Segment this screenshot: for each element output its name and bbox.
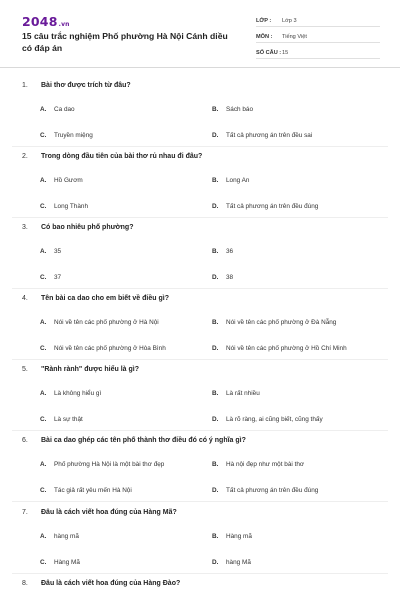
question-text: Bài thơ được trích từ đâu? bbox=[41, 82, 131, 89]
option-letter: B. bbox=[212, 319, 219, 326]
option-letter: C. bbox=[40, 203, 47, 210]
option-letter: A. bbox=[40, 461, 47, 468]
option-text: Hà nội đẹp như một bài thơ bbox=[226, 461, 305, 468]
option-letter: B. bbox=[212, 533, 219, 540]
option-letter: D. bbox=[212, 132, 219, 139]
option-letter: A. bbox=[40, 177, 47, 184]
option-text: Truyền miệng bbox=[54, 132, 93, 139]
option-text: Nói về tên các phố phường ở Hồ Chí Minh bbox=[226, 345, 347, 352]
meta-grade bbox=[256, 14, 380, 27]
meta-value: 15 bbox=[282, 50, 289, 56]
question-divider bbox=[12, 146, 388, 147]
question-number: 3. bbox=[22, 224, 28, 231]
option-text: Tất cả phương án trên đều sai bbox=[226, 132, 313, 139]
option-text: Tất cả phương án trên đều đúng bbox=[226, 487, 319, 494]
option-letter: B. bbox=[212, 248, 219, 255]
option-text: Nói về tên các phố phường ở Hà Nội bbox=[54, 319, 159, 326]
option-text: Hồ Gươm bbox=[54, 177, 83, 184]
meta-label: SỐ CÂU : bbox=[256, 50, 282, 56]
logo-text: 2048 bbox=[22, 14, 58, 29]
question-text: Bài ca dao ghép các tên phố thành thơ điều đó có ý nghĩa gì? bbox=[41, 437, 246, 444]
option-text: 36 bbox=[226, 248, 234, 255]
question-text: Trong dòng đầu tiên của bài thơ rủ nhau đi đâu? bbox=[41, 153, 203, 160]
option-text: Hàng Mã bbox=[54, 559, 80, 566]
option-text: Là rất nhiều bbox=[226, 390, 260, 397]
question-text: Đâu là cách viết hoa đúng của Hàng Đào? bbox=[41, 580, 181, 587]
meta-value: Lớp 3 bbox=[282, 18, 297, 24]
option-text: hàng mã bbox=[54, 533, 79, 540]
option-text: Là không hiểu gì bbox=[54, 390, 102, 397]
option-letter: A. bbox=[40, 533, 47, 540]
option-letter: D. bbox=[212, 487, 219, 494]
option-text: Phố phường Hà Nội là một bài thơ đẹp bbox=[54, 461, 165, 468]
meta-label: LỚP : bbox=[256, 18, 272, 24]
option-text: Nói về tên các phố phường ở Đà Nẵng bbox=[226, 319, 337, 326]
question-number: 4. bbox=[22, 295, 28, 302]
option-text: 35 bbox=[54, 248, 62, 255]
worksheet-header bbox=[0, 0, 400, 68]
site-logo[interactable] bbox=[22, 14, 70, 29]
option-text: Long Thành bbox=[54, 203, 88, 210]
option-letter: C. bbox=[40, 132, 47, 139]
question-number: 5. bbox=[22, 366, 28, 373]
option-letter: D. bbox=[212, 203, 219, 210]
question-text: Có bao nhiêu phố phường? bbox=[41, 224, 134, 231]
option-text: Sách báo bbox=[226, 106, 254, 113]
option-letter: C. bbox=[40, 559, 47, 566]
option-letter: A. bbox=[40, 390, 47, 397]
option-letter: C. bbox=[40, 487, 47, 494]
question-number: 8. bbox=[22, 580, 28, 587]
option-text: Là sự thật bbox=[54, 416, 83, 423]
meta-subject bbox=[256, 30, 380, 43]
option-letter: B. bbox=[212, 106, 219, 113]
question-divider bbox=[12, 501, 388, 502]
option-text: Ca dao bbox=[54, 106, 75, 113]
question-text: Đâu là cách viết hoa đúng của Hàng Mã? bbox=[41, 509, 177, 516]
option-letter: D. bbox=[212, 345, 219, 352]
question-text: Tên bài ca dao cho em biết về điều gì? bbox=[41, 295, 169, 302]
question-number: 7. bbox=[22, 509, 28, 516]
option-text: Tác giả rất yêu mến Hà Nội bbox=[54, 487, 132, 494]
question-number: 2. bbox=[22, 153, 28, 160]
question-divider bbox=[12, 288, 388, 289]
option-letter: A. bbox=[40, 106, 47, 113]
option-letter: A. bbox=[40, 319, 47, 326]
option-letter: C. bbox=[40, 345, 47, 352]
option-letter: B. bbox=[212, 461, 219, 468]
option-text: hàng Mã bbox=[226, 559, 251, 566]
option-letter: D. bbox=[212, 416, 219, 423]
option-text: Tất cả phương án trên đều đúng bbox=[226, 203, 319, 210]
option-letter: B. bbox=[212, 177, 219, 184]
option-text: Hàng mã bbox=[226, 533, 252, 540]
option-text: Là rõ ràng, ai cũng biết, cũng thấy bbox=[226, 416, 323, 423]
option-letter: A. bbox=[40, 248, 47, 255]
question-number: 6. bbox=[22, 437, 28, 444]
question-divider bbox=[12, 573, 388, 574]
question-divider bbox=[12, 359, 388, 360]
option-letter: B. bbox=[212, 390, 219, 397]
option-letter: D. bbox=[212, 559, 219, 566]
logo-suffix: .vn bbox=[58, 21, 70, 28]
option-text: Long An bbox=[226, 177, 250, 184]
question-divider bbox=[12, 217, 388, 218]
option-text: 37 bbox=[54, 274, 62, 281]
meta-value: Tiếng Việt bbox=[282, 34, 307, 40]
option-letter: C. bbox=[40, 274, 47, 281]
page-title: 15 câu trắc nghiệm Phố phường Hà Nội Cánh diều có đáp án bbox=[22, 31, 228, 53]
meta-question-count bbox=[256, 46, 380, 59]
question-number: 1. bbox=[22, 82, 28, 89]
option-text: Nói về tên các phố phường ở Hòa Bình bbox=[54, 345, 166, 352]
option-text: 38 bbox=[226, 274, 234, 281]
option-letter: C. bbox=[40, 416, 47, 423]
question-text: "Rành rành" được hiểu là gì? bbox=[41, 366, 139, 373]
option-letter: D. bbox=[212, 274, 219, 281]
question-divider bbox=[12, 430, 388, 431]
meta-label: MÔN : bbox=[256, 34, 273, 40]
